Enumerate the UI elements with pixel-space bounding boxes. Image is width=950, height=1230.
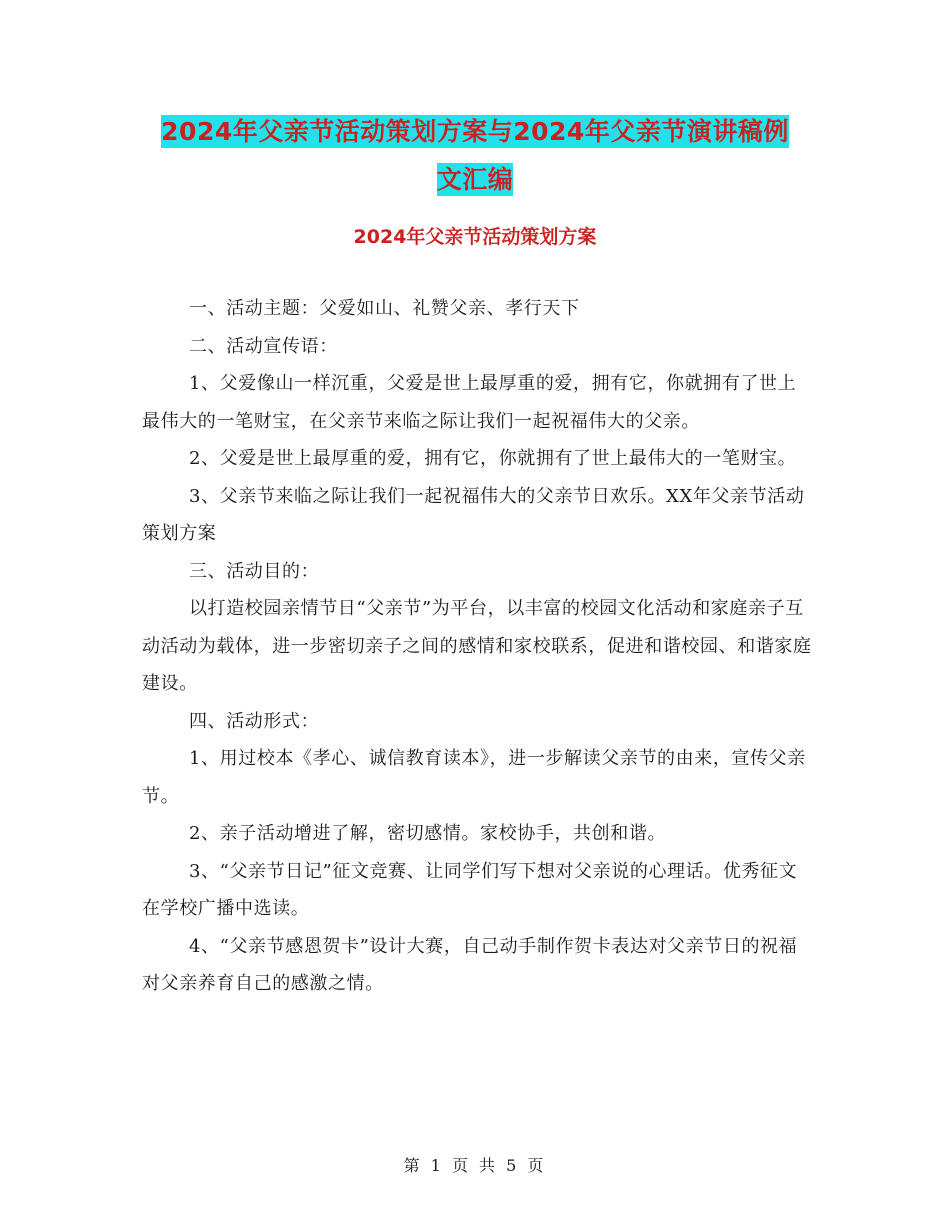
document-body — [142, 290, 812, 1003]
paragraph: 2、父爱是世上最厚重的爱，拥有它，你就拥有了世上最伟大的一笔财宝。 — [189, 448, 797, 469]
paragraph: 2、亲子活动增进了解，密切感情。家校协手，共创和谐。 — [189, 823, 667, 844]
section-title: 2024年父亲节活动策划方案 — [353, 226, 597, 248]
paragraph: 以打造校园亲情节日“父亲节”为平台，以丰富的校园文化活动和家庭亲子互动活动为载体，进一步密切亲子之间的感情和家校联系，促进和谐校园、和谐家庭建设。 — [142, 598, 812, 694]
paragraph: 一、活动主题：父爱如山、礼赞父亲、孝行天下 — [189, 298, 580, 319]
paragraph: 四、活动形式： — [189, 710, 320, 732]
document-title-line-1: 2024年父亲节活动策划方案与2024年父亲节演讲稿例 — [161, 117, 789, 146]
page-footer: 第 1 页 共 5 页 — [403, 1156, 547, 1175]
paragraph: 3、“父亲节日记”征文竞赛、让同学们写下想对父亲说的心理话。优秀征文在学校广播中选读。 — [142, 860, 798, 919]
document-title-line-2: 文汇编 — [436, 165, 514, 194]
document-title — [0, 108, 950, 204]
paragraph: 3、父亲节来临之际让我们一起祝福伟大的父亲节日欢乐。XX年父亲节活动策划方案 — [142, 485, 805, 544]
paragraph: 二、活动宣传语： — [189, 335, 338, 357]
paragraph: 4、“父亲节感恩贺卡”设计大赛，自己动手制作贺卡表达对父亲节日的祝福对父亲养育自己的感激之情。 — [142, 935, 798, 994]
paragraph: 1、父爱像山一样沉重，父爱是世上最厚重的爱，拥有它，你就拥有了世上最伟大的一笔财宝，在父亲节来临之际让我们一起祝福伟大的父亲。 — [142, 373, 797, 432]
paragraph: 1、用过校本《孝心、诚信教育读本》，进一步解读父亲节的由来，宣传父亲节。 — [142, 748, 806, 807]
paragraph: 三、活动目的： — [189, 560, 320, 582]
